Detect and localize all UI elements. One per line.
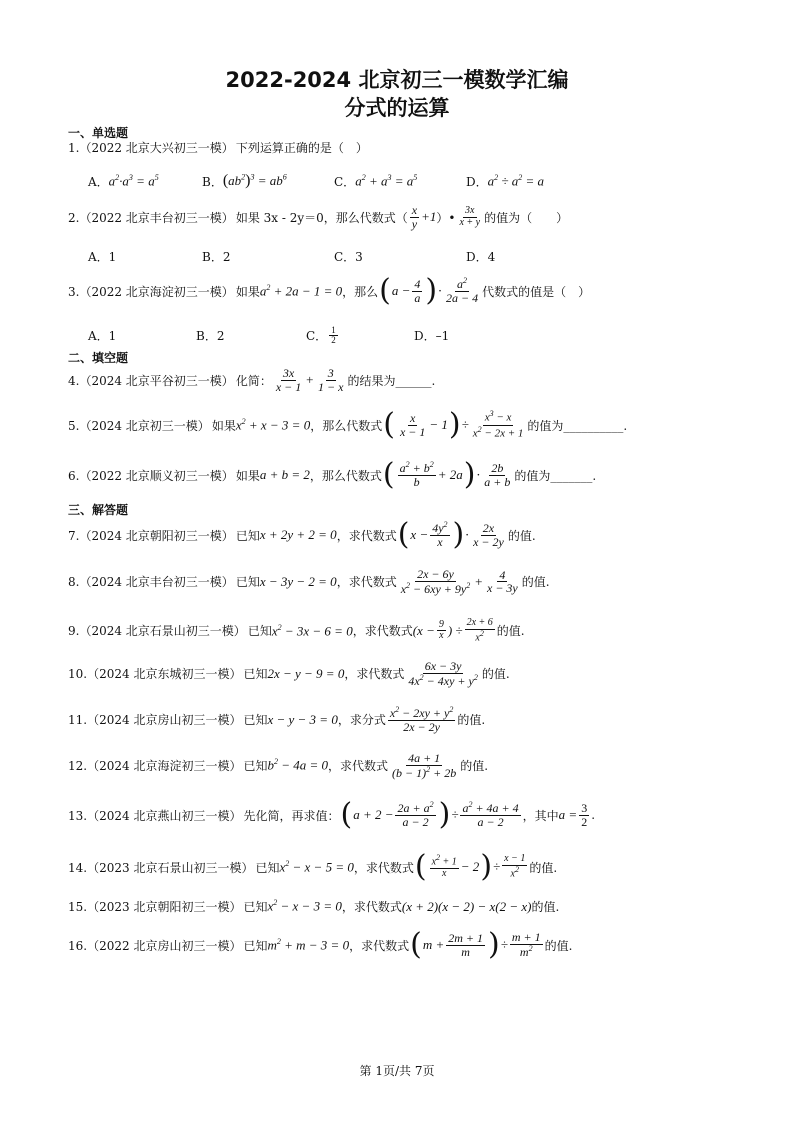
option-a: A． $a^2\cdot a^3 = a^5$ — [88, 172, 159, 189]
question-text: 如果 — [235, 284, 260, 299]
question-source: 2.（2022 北京丰台初三一模） — [68, 210, 234, 225]
option-a: A．1 — [88, 329, 117, 344]
question-source: 4.（2024 北京平谷初三一模） — [68, 373, 234, 388]
question-12: 12.（2024 北京海淀初三一模） 已知 $b^2 - 4a = 0$ ，求代数式 $\frac{4a + 1}{(b - 1)^2 + 2b}$ 的值. — [68, 751, 489, 780]
question-15: 15.（2023 北京朝阳初三一模） 已知 $x^2 - x - 3 = 0$ ，求代数式 (x + 2)(x − 2) − x(2 − x) 的值. — [68, 898, 560, 914]
question-1 — [68, 139, 368, 156]
section-fill-blank: 二、填空题 — [68, 351, 129, 365]
question-source: 9.（2024 北京石景山初三一模） — [68, 624, 246, 639]
option-b: B．2 — [202, 250, 231, 264]
question-9: 9.（2024 北京石景山初三一模） 已知 $x^2 - 3x - 6 = 0$ ，求代数式 (x − $\frac{9}{x}$ ) ÷ $\frac{2x + 6}{x^2}$ 的值. — [68, 617, 525, 643]
question-10: 10.（2024 北京东城初三一模） 已知 2x − y − 9 = 0 ，求代数式 $\frac{6x - 3y}{4x^2 - 4xy + y^2}$ 的值. — [68, 659, 510, 688]
question-source: 8.（2024 北京丰台初三一模） — [68, 575, 234, 590]
question-text: 如果 3x - 2y＝0，那么代数式（ — [235, 210, 408, 225]
question-source: 5.（2024 北京初三一模） — [68, 418, 210, 433]
question-11: 11.（2024 北京房山初三一模） 已知 x − y − 3 = 0 ，求分式 $\frac{x^2 - 2xy + y^2}{2x - 2y}$ 的值. — [68, 705, 486, 734]
option-c: C． $\frac{1}{2}$ — [306, 325, 336, 346]
question-source: 13.（2024 北京燕山初三一模） — [68, 808, 242, 823]
question-4: 4.（2024 北京平谷初三一模） 化简： $\frac{3x}{x - 1}$ + $\frac{3}{1 - x}$ 的结果为______. — [68, 366, 436, 394]
question-source: 10.（2024 北京东城初三一模） — [68, 667, 242, 682]
question-source: 6.（2022 北京顺义初三一模） — [68, 468, 234, 483]
question-source: 12.（2024 北京海淀初三一模） — [68, 759, 242, 774]
question-13: 13.（2024 北京燕山初三一模） 先化简，再求值： ( a + 2 − $\frac{2a + a^2}{a - 2}$ ) ÷ $\frac{a^2 + 4a + 4}{a - 2}$ ，其中 a = $\frac{3}{2}$ . — [68, 797, 596, 832]
option-c: C． $a^2 + a^3 = a^5$ — [334, 172, 418, 189]
question-source: 1.（2022 北京大兴初三一模） — [68, 141, 234, 155]
question-source: 16.（2022 北京房山初三一模） — [68, 938, 242, 953]
question-2-options — [88, 248, 495, 265]
question-8: 8.（2024 北京丰台初三一模） 已知 x − 3y − 2 = 0 ，求代数式 $\frac{2x - 6y}{x^2 - 6xy + 9y^2}$ + $\frac{4}{x - 3y}$ 的值. — [68, 567, 550, 596]
question-3: 3.（2022 北京海淀初三一模） 如果 $a^2 + 2a - 1 = 0$ ，那么 ( a − $\frac{4}{a}$ ) · $\frac{a^2}{2a - 4}$ 代数式的值是（ ） — [68, 273, 591, 308]
question-text-post: 的值为（ ） — [484, 210, 569, 225]
question-source: 7.（2024 北京朝阳初三一模） — [68, 528, 234, 543]
question-5: 5.（2024 北京初三一模） 如果 $x^2 + x - 3 = 0$ ，那么代数式 ( $\frac{x}{x - 1}$ − 1 ) ÷ $\frac{x^3 - x}{x^2 - 2x + 1}$ 的值为__________. — [68, 407, 628, 442]
option-b: B． $(ab^2)^3 = ab^6$ — [202, 172, 287, 189]
question-7: 7.（2024 北京朝阳初三一模） 已知 x + 2y + 2 = 0 ，求代数式 ( x − $\frac{4y^2}{x}$ ) · $\frac{2x}{x - 2y}$ 的值. — [68, 517, 536, 552]
page-subtitle: 分式的运算 — [344, 96, 450, 120]
page-footer: 第 1页/共 7页 — [359, 1064, 435, 1078]
question-2: 2.（2022 北京丰台初三一模） 如果 3x - 2y＝0，那么代数式（ $\frac{x}{y}$ +1 ）• $\frac{3x}{x + y}$ 的值为（ ） — [68, 203, 569, 231]
question-14: 14.（2023 北京石景山初三一模） 已知 $x^2 - x - 5 = 0$ ，求代数式 ( $\frac{x^2 + 1}{x}$ − 2 ) ÷ $\frac{x - 1}{x^2}$ 的值. — [68, 849, 558, 884]
option-c: C．3 — [334, 250, 363, 264]
question-text: 下列运算正确的是（ ） — [235, 141, 368, 155]
question-source: 14.（2023 北京石景山初三一模） — [68, 860, 254, 875]
page-title: 2022-2024 北京初三一模数学汇编 — [225, 68, 569, 92]
question-source: 11.（2024 北京房山初三一模） — [68, 713, 242, 728]
option-d: D． $a^2 \div a^2 = a$ — [466, 172, 545, 189]
section-single-choice: 一、单选题 — [68, 126, 129, 140]
option-d: D．–1 — [414, 329, 450, 344]
question-source: 3.（2022 北京海淀初三一模） — [68, 284, 234, 299]
option-b: B．2 — [196, 329, 225, 344]
section-solve: 三、解答题 — [68, 503, 129, 517]
option-a: A．1 — [88, 250, 117, 264]
option-d: D．4 — [466, 250, 496, 264]
question-16: 16.（2022 北京房山初三一模） 已知 $m^2 + m - 3 = 0$ ，求代数式 ( m + $\frac{2m + 1}{m}$ ) ÷ $\frac{m + 1}{m^2}$ 的值. — [68, 927, 573, 962]
question-1-options — [88, 172, 544, 190]
question-6: 6.（2022 北京顺义初三一模） 如果 a + b = 2 ，那么代数式 ( $\frac{a^2 + b^2}{b}$ + 2a ) · $\frac{2b}{a + b}$ 的值为_______. — [68, 457, 597, 492]
question-source: 15.（2023 北京朝阳初三一模） — [68, 900, 242, 914]
question-3-options — [88, 326, 449, 346]
